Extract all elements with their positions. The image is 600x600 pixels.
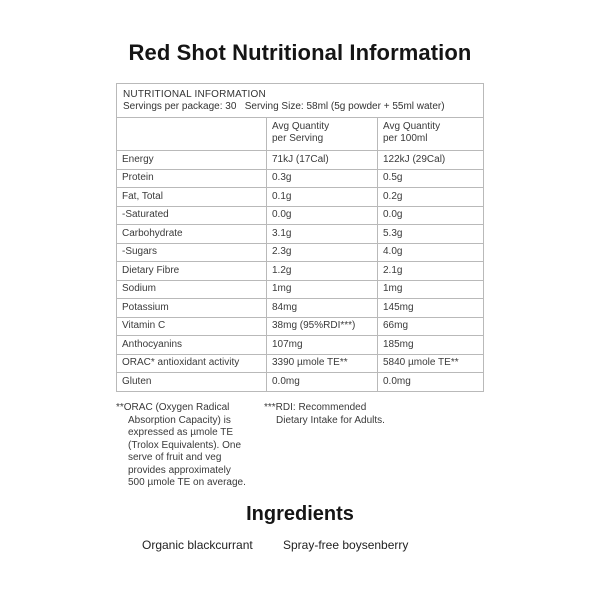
per-100ml-value: 4.0g xyxy=(378,243,484,262)
table-row xyxy=(117,169,483,188)
table-row xyxy=(117,336,483,355)
serving-size: Serving Size: 58ml (5g powder + 55ml water) xyxy=(244,101,445,112)
table-row xyxy=(117,354,483,373)
per-serving-value: 0.0g xyxy=(267,206,378,225)
per-100ml-value: 145mg xyxy=(378,299,484,318)
per-100ml-value: 0.2g xyxy=(378,188,484,207)
table-row xyxy=(117,188,483,207)
per-100ml-value: 2.1g xyxy=(378,262,484,281)
table-row xyxy=(117,225,483,244)
per-serving-value: 84mg xyxy=(267,299,378,318)
header-blank xyxy=(117,118,267,151)
nutrient-name: Dietary Fibre xyxy=(117,262,267,281)
nutrient-name: Energy xyxy=(117,151,267,170)
header-per-100ml: Avg Quantity per 100ml xyxy=(378,118,484,151)
per-100ml-value: 0.5g xyxy=(378,169,484,188)
nutrient-name: -Sugars xyxy=(117,243,267,262)
per-serving-value: 3.1g xyxy=(267,225,378,244)
table-row xyxy=(117,317,483,336)
per-serving-value: 1.2g xyxy=(267,262,378,281)
ingredient-item: Organic blackcurrant xyxy=(142,538,253,552)
table-row xyxy=(117,280,483,299)
per-serving-value: 0.0mg xyxy=(267,373,378,391)
panel-heading: NUTRITIONAL INFORMATION xyxy=(123,89,266,100)
per-serving-value: 1mg xyxy=(267,280,378,299)
per-100ml-value: 1mg xyxy=(378,280,484,299)
per-serving-value: 2.3g xyxy=(267,243,378,262)
nutrient-name: Sodium xyxy=(117,280,267,299)
nutrition-panel xyxy=(116,83,484,392)
panel-header xyxy=(117,84,483,118)
nutrient-name: Gluten xyxy=(117,373,267,391)
per-100ml-value: 5840 µmole TE** xyxy=(378,354,484,373)
per-serving-value: 107mg xyxy=(267,336,378,355)
nutrient-name: Potassium xyxy=(117,299,267,318)
nutrient-name: Anthocyanins xyxy=(117,336,267,355)
orac-footnote: **ORAC (Oxygen Radical Absorption Capacity) is expressed as µmole TE (Trolox Equivalents). One serve of fruit and veg provides approximately 500 µmole TE on average. xyxy=(116,402,246,488)
per-100ml-value: 122kJ (29Cal) xyxy=(378,151,484,170)
serving-info xyxy=(123,101,477,113)
page-title: Red Shot Nutritional Information xyxy=(128,40,472,65)
nutrient-name: -Saturated xyxy=(117,206,267,225)
nutrition-table xyxy=(117,118,483,391)
table-header-row xyxy=(117,118,483,151)
table-row xyxy=(117,206,483,225)
per-serving-value: 0.3g xyxy=(267,169,378,188)
nutrient-name: Carbohydrate xyxy=(117,225,267,244)
nutrient-name: Vitamin C xyxy=(117,317,267,336)
table-row xyxy=(117,299,483,318)
nutrient-name: Fat, Total xyxy=(117,188,267,207)
per-serving-value: 71kJ (17Cal) xyxy=(267,151,378,170)
nutrient-name: ORAC* antioxidant activity xyxy=(117,354,267,373)
rdi-footnote: ***RDI: Recommended Dietary Intake for Adults. xyxy=(264,402,385,426)
ingredients-title: Ingredients xyxy=(246,503,354,525)
per-100ml-value: 66mg xyxy=(378,317,484,336)
servings-per-package: Servings per package: 30 xyxy=(123,101,237,112)
per-100ml-value: 0.0mg xyxy=(378,373,484,391)
per-100ml-value: 5.3g xyxy=(378,225,484,244)
per-100ml-value: 0.0g xyxy=(378,206,484,225)
per-serving-value: 3390 µmole TE** xyxy=(267,354,378,373)
table-row xyxy=(117,151,483,170)
ingredient-item: Spray-free boysenberry xyxy=(283,538,409,552)
nutrient-name: Protein xyxy=(117,169,267,188)
per-100ml-value: 185mg xyxy=(378,336,484,355)
table-row xyxy=(117,243,483,262)
header-per-serving: Avg Quantity per Serving xyxy=(267,118,378,151)
table-row xyxy=(117,262,483,281)
per-serving-value: 38mg (95%RDI***) xyxy=(267,317,378,336)
table-row xyxy=(117,373,483,391)
per-serving-value: 0.1g xyxy=(267,188,378,207)
